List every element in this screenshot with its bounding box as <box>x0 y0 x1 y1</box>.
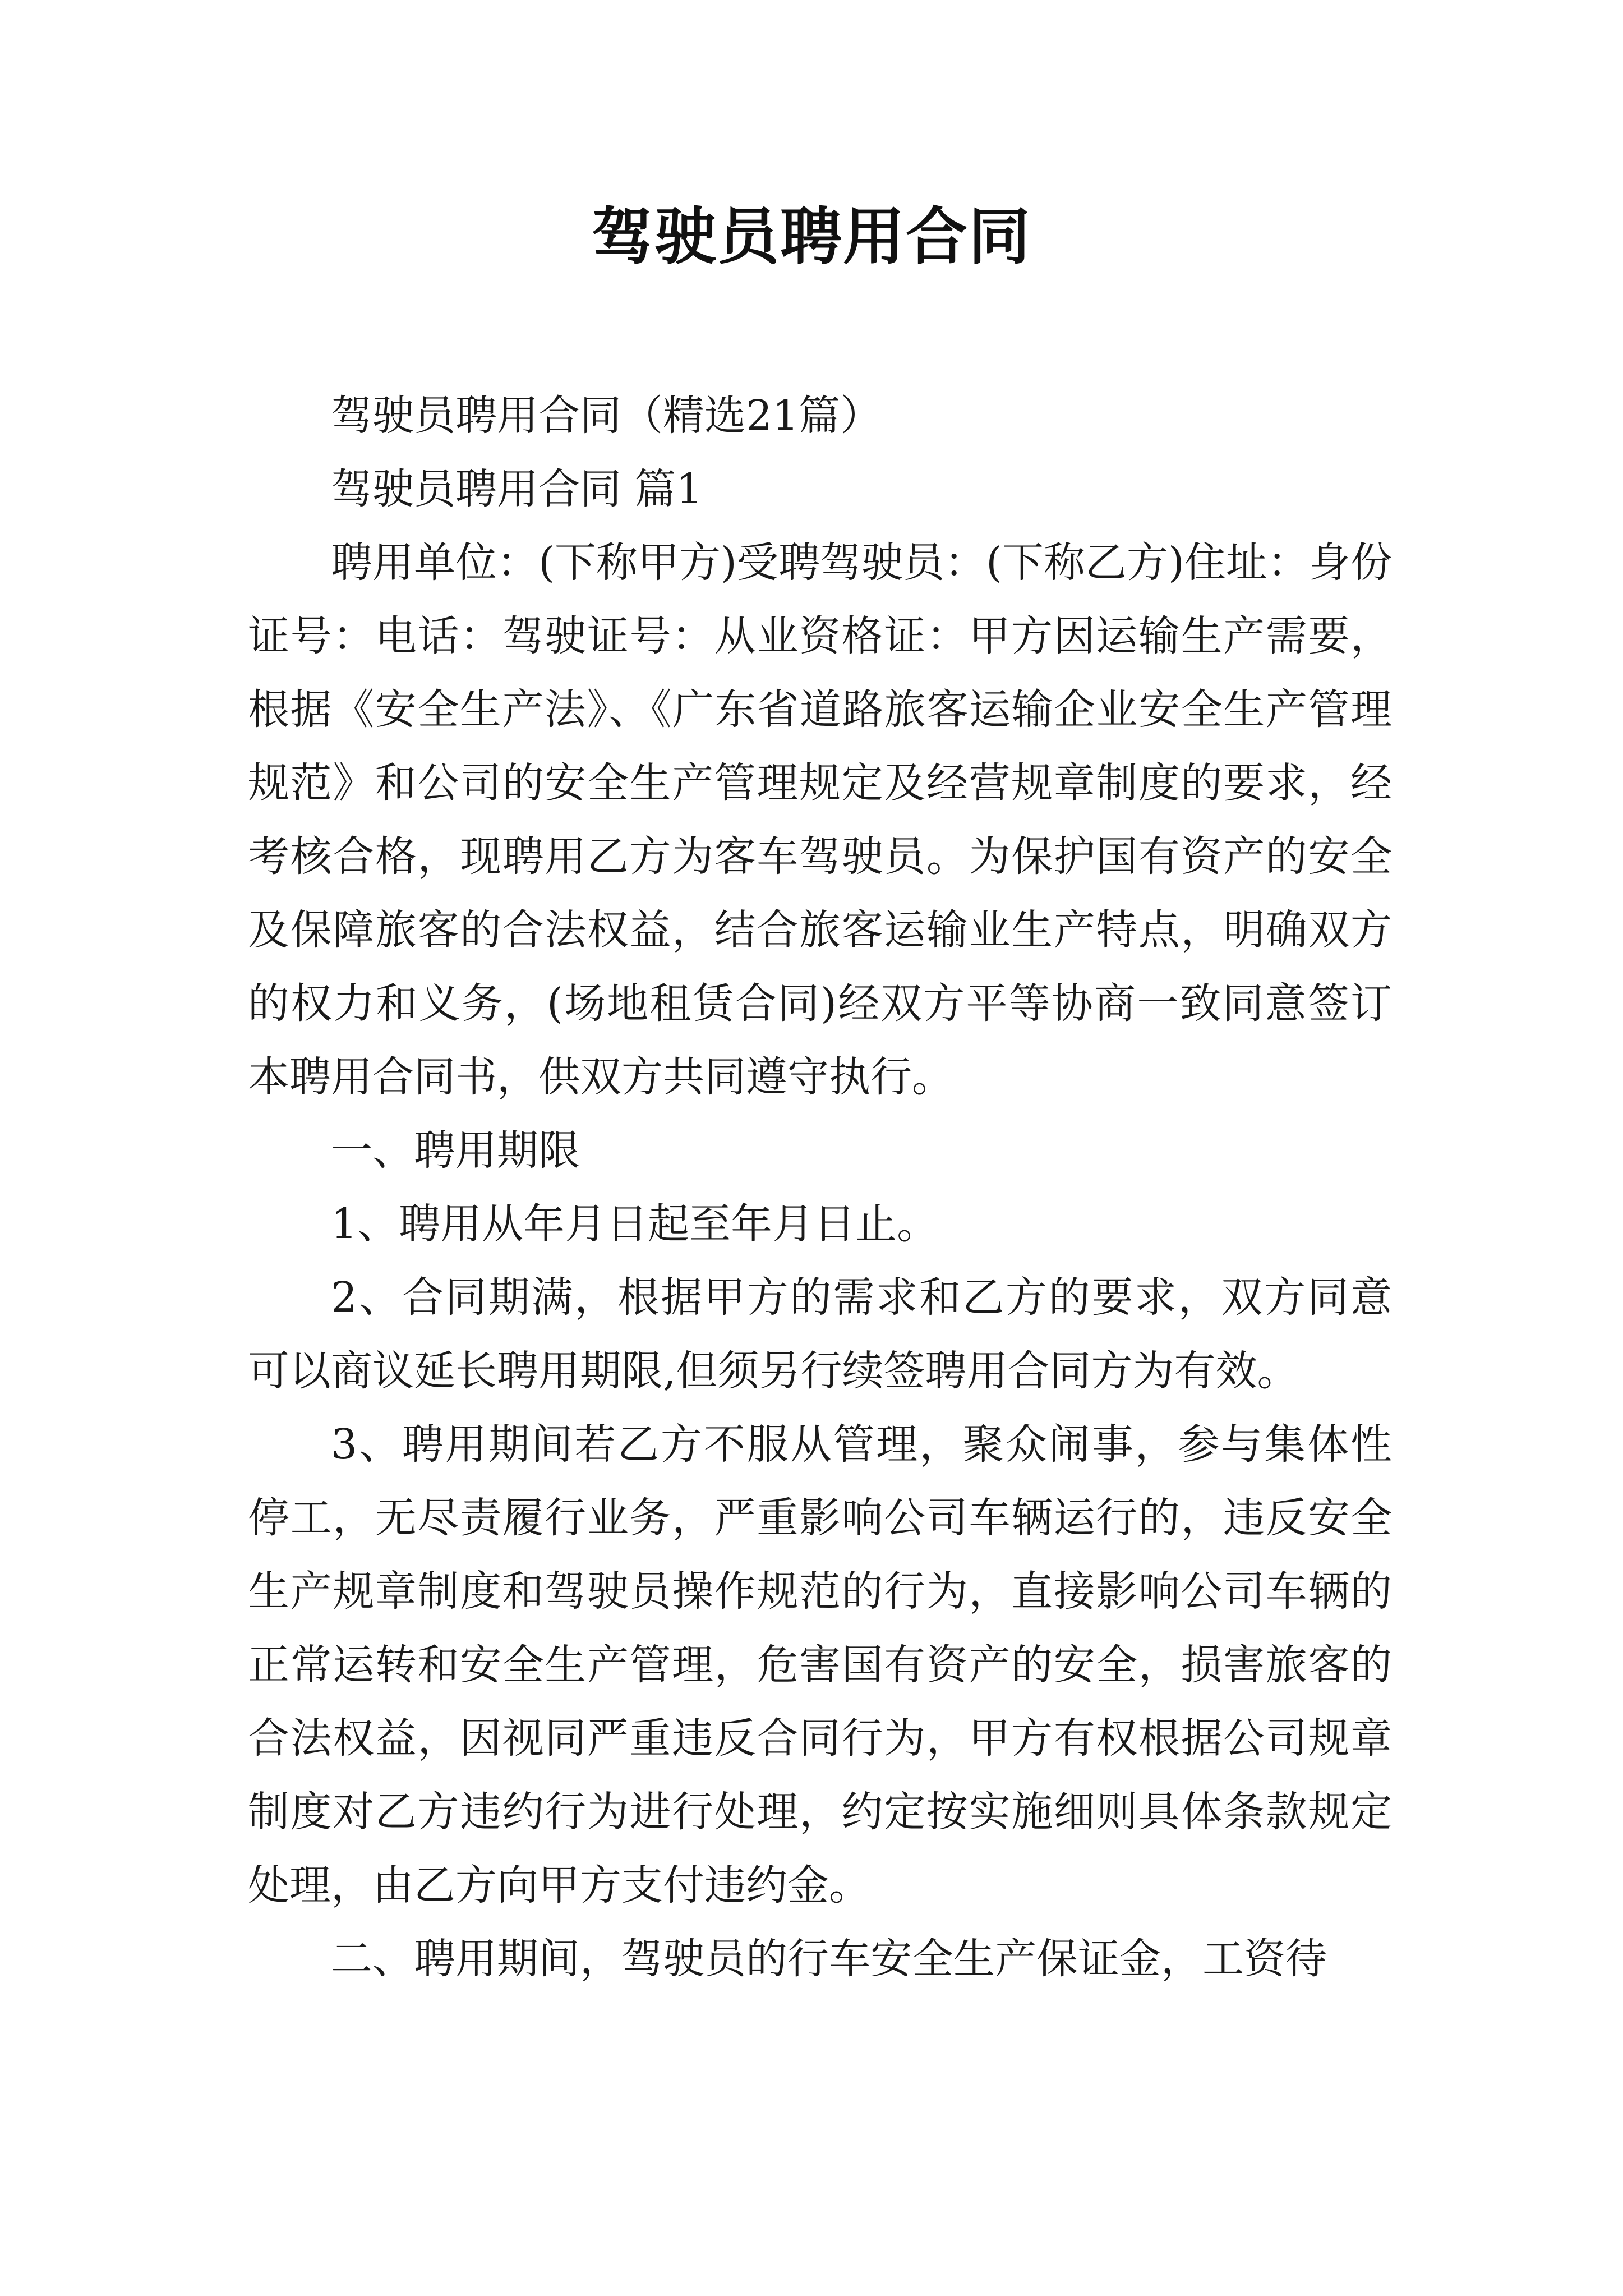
clause-heading-2: 二、聘用期间，驾驶员的行车安全生产保证金，工资待 <box>331 1935 1327 1983</box>
paragraph-intro: 聘用单位：(下称甲方)受聘驾驶员：(下称乙方)住址：身份证号：电话：驾驶证号：从业资格证：甲方因运输生产需要，根据《安全生产法》、《广东省道路旅客运输企业安全生产管理规范》和公司的安全生产管理规定及经营规章制度的要求，经考核合格，现聘用乙方为客车驾驶员。为保护国有资产的安全及保障旅客的合法权益，结合旅客运输业生产特点，明确双方的权力和义务，(场地租赁合同)经双方平等协商一致同意签订本聘用合同书，供双方共同遵守执行。 <box>248 539 1392 1101</box>
subtitle-collection: 驾驶员聘用合同（精选21篇） <box>331 392 882 440</box>
clause-heading-term: 一、聘用期限 <box>331 1126 580 1175</box>
clause-item-1: 1、聘用从年月日起至年月日止。 <box>331 1200 939 1248</box>
document-body <box>248 379 1392 1996</box>
clause-item-3: 3、聘用期间若乙方不服从管理，聚众闹事，参与集体性停工，无尽责履行业务，严重影响公司车辆运行的，违反安全生产规章制度和驾驶员操作规范的行为，直接影响公司车辆的正常运转和安全生产管理，危害国有资产的安全，损害旅客的合法权益，因视同严重违反合同行为，甲方有权根据公司规章制度对乙方违约行为进行处理，约定按实施细则具体条款规定处理，由乙方向甲方支付违约金。 <box>248 1420 1392 1910</box>
section-heading: 驾驶员聘用合同 篇1 <box>331 465 703 513</box>
clause-item-2: 2、合同期满，根据甲方的需求和乙方的要求，双方同意可以商议延长聘用期限,但须另行续签聘用合同方为有效。 <box>248 1273 1392 1395</box>
document-title: 驾驶员聘用合同 <box>592 200 1031 273</box>
